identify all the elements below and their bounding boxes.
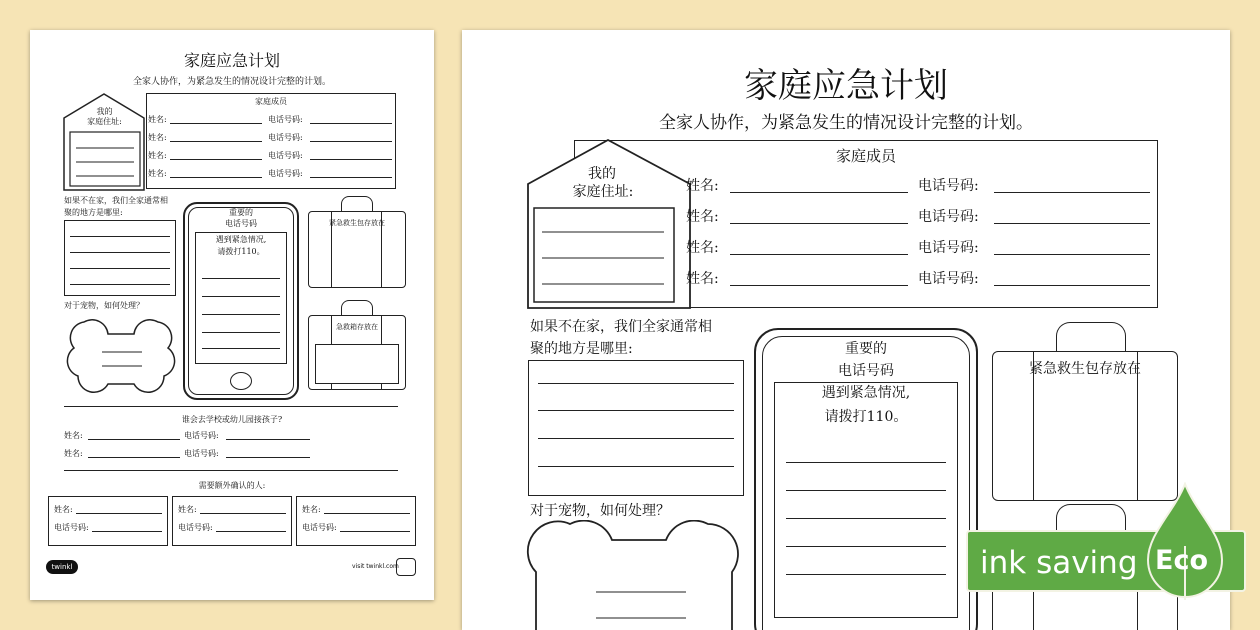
worksheet-preview-thumbnail xyxy=(30,30,434,600)
family-members-title: 家庭成员 xyxy=(255,97,287,106)
emergency-call-line1: 遇到紧急情况, xyxy=(215,235,267,244)
worksheet-subtitle: 全家人协作，为紧急发生的情况设计完整的计划。 xyxy=(132,77,331,87)
phone-label: 电话号码: xyxy=(918,209,979,225)
family-members-title: 家庭成员 xyxy=(835,147,896,165)
phone-field[interactable] xyxy=(994,192,1150,193)
name-label: 姓名: xyxy=(686,178,719,194)
name-label: 姓名: xyxy=(178,505,197,514)
name-field[interactable] xyxy=(730,192,908,193)
important-phone-line1: 重要的 xyxy=(229,208,253,217)
name-label: 姓名: xyxy=(686,209,719,225)
meeting-place-question-line1: 如果不在家，我们全家通常相 xyxy=(530,319,712,335)
name-label: 姓名: xyxy=(148,169,167,178)
phone-field[interactable] xyxy=(994,285,1150,286)
phone-label: 电话号码: xyxy=(268,169,303,178)
phone-label: 电话号码: xyxy=(54,523,89,532)
worksheet-subtitle: 全家人协作，为紧急发生的情况设计完整的计划。 xyxy=(659,113,1033,133)
emergency-call-line2: 请拨打110。 xyxy=(217,247,265,256)
phone-label: 电话号码: xyxy=(918,178,979,194)
phone-label: 电话号码: xyxy=(918,240,979,256)
name-label: 姓名: xyxy=(64,431,83,440)
worksheet-title: 家庭应急计划 xyxy=(183,51,280,70)
phone-field[interactable] xyxy=(226,439,310,440)
phone-field[interactable] xyxy=(994,254,1150,255)
name-label: 姓名: xyxy=(54,505,73,514)
footer-url: visit twinkl.com xyxy=(352,563,399,570)
name-label: 姓名: xyxy=(148,115,167,124)
phone-label: 电话号码: xyxy=(268,115,303,124)
emergency-call-line2: 请拨打110。 xyxy=(824,409,908,425)
twinkl-logo: twinkl xyxy=(46,560,78,574)
phone-label: 电话号码: xyxy=(268,151,303,160)
phone-label: 电话号码: xyxy=(178,523,213,532)
bone-icon xyxy=(526,520,746,630)
phone-field[interactable] xyxy=(226,457,310,458)
worksheet-title: 家庭应急计划 xyxy=(744,66,948,106)
meeting-place-question-line2: 聚的地方是哪里: xyxy=(530,341,633,357)
home-address-label-line1: 我的 xyxy=(588,166,616,182)
pets-question: 对于宠物，如何处理？ xyxy=(530,503,670,519)
phone-field[interactable] xyxy=(310,159,392,160)
name-field[interactable] xyxy=(88,457,180,458)
phone-field[interactable] xyxy=(310,123,392,124)
name-label: 姓名: xyxy=(148,151,167,160)
confirm-people-title: 需要额外确认的人: xyxy=(198,481,266,490)
phone-label: 电话号码: xyxy=(918,271,979,287)
phone-label: 电话号码: xyxy=(302,523,337,532)
eco-label: Eco xyxy=(1155,545,1208,576)
pets-question: 对于宠物，如何处理？ xyxy=(64,301,144,310)
name-field[interactable] xyxy=(170,159,262,160)
home-address-label-line2: 家庭住址: xyxy=(87,117,122,126)
phone-label: 电话号码: xyxy=(268,133,303,142)
meeting-place-box[interactable] xyxy=(528,360,744,496)
home-address-label-line1: 我的 xyxy=(96,107,113,116)
phone-field[interactable] xyxy=(994,223,1150,224)
meeting-place-question-line1: 如果不在家，我们全家通常相 xyxy=(64,196,168,205)
name-field[interactable] xyxy=(730,254,908,255)
kit-location-label: 紧急救生包存放在 xyxy=(1029,361,1141,377)
suitcase-handle-icon xyxy=(341,196,373,212)
phone-field[interactable] xyxy=(310,177,392,178)
bone-icon xyxy=(62,314,180,396)
name-label: 姓名: xyxy=(64,449,83,458)
name-field[interactable] xyxy=(170,123,262,124)
name-label: 姓名: xyxy=(686,240,719,256)
name-label: 姓名: xyxy=(686,271,719,287)
suitcase-handle-icon xyxy=(341,300,373,316)
first-aid-location-label: 急救箱存放在 xyxy=(336,323,378,331)
suitcase-handle-icon xyxy=(1056,322,1126,352)
name-label: 姓名: xyxy=(148,133,167,142)
name-field[interactable] xyxy=(730,223,908,224)
eco-drop-icon xyxy=(1144,482,1226,602)
ink-saving-label: ink saving xyxy=(980,545,1138,581)
phone-label: 电话号码: xyxy=(184,449,219,458)
home-address-label-line2: 家庭住址: xyxy=(572,184,634,200)
name-field[interactable] xyxy=(88,439,180,440)
meeting-place-question-line2: 聚的地方是哪里: xyxy=(64,208,123,217)
important-phone-line2: 电话号码 xyxy=(838,363,894,379)
name-label: 姓名: xyxy=(302,505,321,514)
school-pickup-question: 谁会去学校或幼儿园接孩子? xyxy=(181,415,283,424)
important-phone-line1: 重要的 xyxy=(845,341,887,357)
emergency-call-line1: 遇到紧急情况, xyxy=(821,385,911,401)
name-field[interactable] xyxy=(170,177,262,178)
phone-label: 电话号码: xyxy=(184,431,219,440)
kit-location-label: 紧急救生包存放在 xyxy=(329,219,385,227)
name-field[interactable] xyxy=(730,285,908,286)
phone-icon xyxy=(183,202,299,400)
phone-field[interactable] xyxy=(310,141,392,142)
important-phone-line2: 电话号码 xyxy=(225,219,257,228)
name-field[interactable] xyxy=(170,141,262,142)
twinkl-badge-icon xyxy=(396,558,416,576)
